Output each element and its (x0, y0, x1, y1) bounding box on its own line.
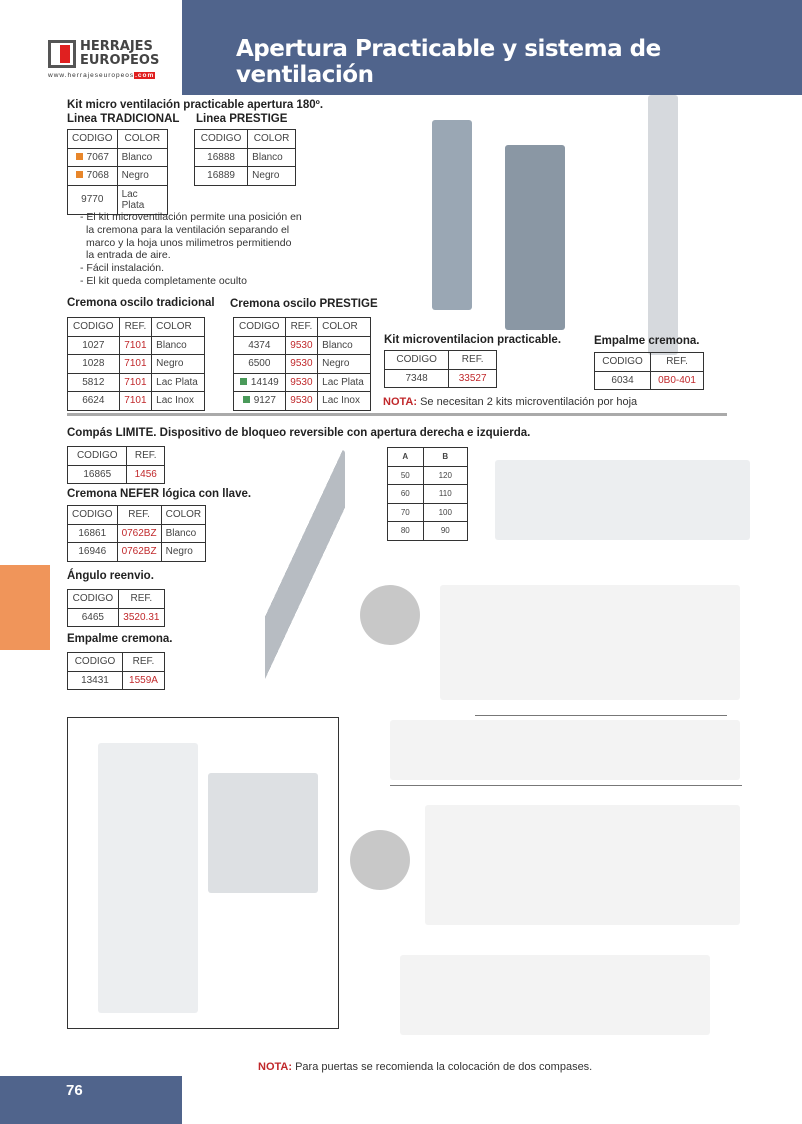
divider (67, 413, 727, 416)
frame-image (432, 120, 472, 310)
table-row: 5812 7101 Lac Plata (68, 373, 205, 392)
kit-trad-table: CODIGO COLOR 7067 Blanco 7068 Negro 9770 Lac Plata (67, 129, 168, 215)
divider (475, 715, 727, 716)
angulo-table: CODIGO REF. 6465 3520.31 (67, 589, 165, 627)
empalme1-title: Empalme cremona. (594, 335, 700, 347)
kit-notes: - El kit microventilación permite una posición en la cremona para la ventilación separando el marco y la hoja unos milimetros permitiendo la entrada de aire. - Fácil instalación. - El kit queda completamente oculto (80, 211, 302, 287)
table-row: 50 120 (388, 466, 468, 485)
profile-image (208, 773, 318, 893)
ab-table: A B 50 120 60 110 70 100 80 90 (387, 447, 468, 541)
table-row: 9770 Lac Plata (68, 185, 168, 214)
nefer-table: CODIGO REF. COLOR 16861 0762BZ Blanco 16946 0762BZ Negro (67, 505, 206, 562)
table-row: 80 90 (388, 522, 468, 541)
installation-diagram-frame (67, 717, 339, 1029)
table-row: 6624 7101 Lac Inox (68, 392, 205, 411)
table-row: 16889 Negro (195, 167, 296, 186)
handle-circle-image (360, 585, 420, 645)
table-row: 6465 3520.31 (68, 608, 165, 627)
cremona-trad-table: CODIGO REF. COLOR 1027 7101 Blanco 1028 7101 Negro 5812 7101 Lac Plata 6624 7101 Lac Inox (67, 317, 205, 411)
green-marker-icon (240, 378, 247, 385)
installation-image (98, 743, 198, 1013)
table-row: 1027 7101 Blanco (68, 336, 205, 355)
page-number: 76 (66, 1082, 83, 1099)
table-row: 13431 1559A (68, 671, 165, 690)
table-row: 60 110 (388, 485, 468, 504)
logo-url: www.herrajeseuropeos.com (48, 72, 155, 79)
kit-title: Kit micro ventilación practicable apertura 180º. (67, 99, 324, 111)
compas-image (265, 450, 345, 695)
cremona-trad-title: Cremona oscilo tradicional (67, 297, 215, 309)
logo-line2: EUROPEOS (80, 53, 160, 68)
nota-kits: NOTA: Se necesitan 2 kits microventilación por hoja (383, 396, 638, 408)
table-row: 7348 33527 (385, 369, 497, 388)
table-row: 16888 Blanco (195, 148, 296, 167)
footer-band (0, 1076, 182, 1124)
stop-sequence-image (390, 720, 740, 780)
handle-180-image (400, 955, 710, 1035)
table-row: 6034 0B0-401 (595, 371, 704, 390)
nefer-title: Cremona NEFER lógica con llave. (67, 488, 252, 500)
empalme1-table: CODIGO REF. 6034 0B0-401 (594, 352, 704, 390)
table-row: 16865 1456 (68, 465, 165, 484)
table-row: 7068 Negro (68, 167, 168, 186)
cremona-prest-title: Cremona oscilo PRESTIGE (230, 298, 378, 310)
angulo-title: Ángulo reenvio. (67, 570, 154, 582)
table-row: 1028 7101 Negro (68, 355, 205, 374)
empalme2-table: CODIGO REF. 13431 1559A (67, 652, 165, 690)
handle-positions-image (440, 585, 740, 700)
table-row: 16861 0762BZ Blanco (68, 524, 206, 543)
hardware-image (648, 95, 678, 355)
divider (390, 785, 742, 786)
logo-line1: HERRAJES (80, 39, 153, 54)
table-row: 70 100 (388, 503, 468, 522)
handle-circle-image (350, 830, 410, 890)
empalme2-title: Empalme cremona. (67, 633, 173, 645)
kit-prest-label: Linea PRESTIGE (196, 113, 288, 125)
kit-trad-label: Linea TRADICIONAL (67, 113, 180, 125)
window-diagram (495, 460, 750, 540)
sash-image (505, 145, 565, 330)
table-row: 14149 9530 Lac Plata (234, 373, 371, 392)
logo (48, 39, 160, 79)
section-tab (0, 565, 50, 650)
kit-prest-table: CODIGO COLOR 16888 Blanco 16889 Negro (194, 129, 296, 186)
table-row: 7067 Blanco (68, 148, 168, 167)
table-row: 6500 9530 Negro (234, 355, 371, 374)
orange-marker-icon (76, 153, 83, 160)
kit-micro-title: Kit microventilacion practicable. (384, 334, 562, 346)
page-title: Apertura Practicable y sistema de ventilación (236, 36, 661, 88)
table-row: 16946 0762BZ Negro (68, 543, 206, 562)
table-row: 4374 9530 Blanco (234, 336, 371, 355)
nota-puertas: NOTA: Para puertas se recomienda la colocación de dos compases. (258, 1061, 593, 1073)
orange-marker-icon (76, 171, 83, 178)
kit-micro-table: CODIGO REF. 7348 33527 (384, 350, 497, 388)
table-row: 9127 9530 Lac Inox (234, 392, 371, 411)
green-marker-icon (243, 396, 250, 403)
logo-icon (48, 40, 76, 68)
compas-title: Compás LIMITE. Dispositivo de bloqueo reversible con apertura derecha e izquierda. (67, 427, 531, 439)
handle-lock-image (425, 805, 740, 925)
cremona-prest-table: CODIGO REF. COLOR 4374 9530 Blanco 6500 9530 Negro 14149 9530 Lac Plata 9127 9530 Lac Inox (233, 317, 371, 411)
compas-table: CODIGO REF. 16865 1456 (67, 446, 165, 484)
